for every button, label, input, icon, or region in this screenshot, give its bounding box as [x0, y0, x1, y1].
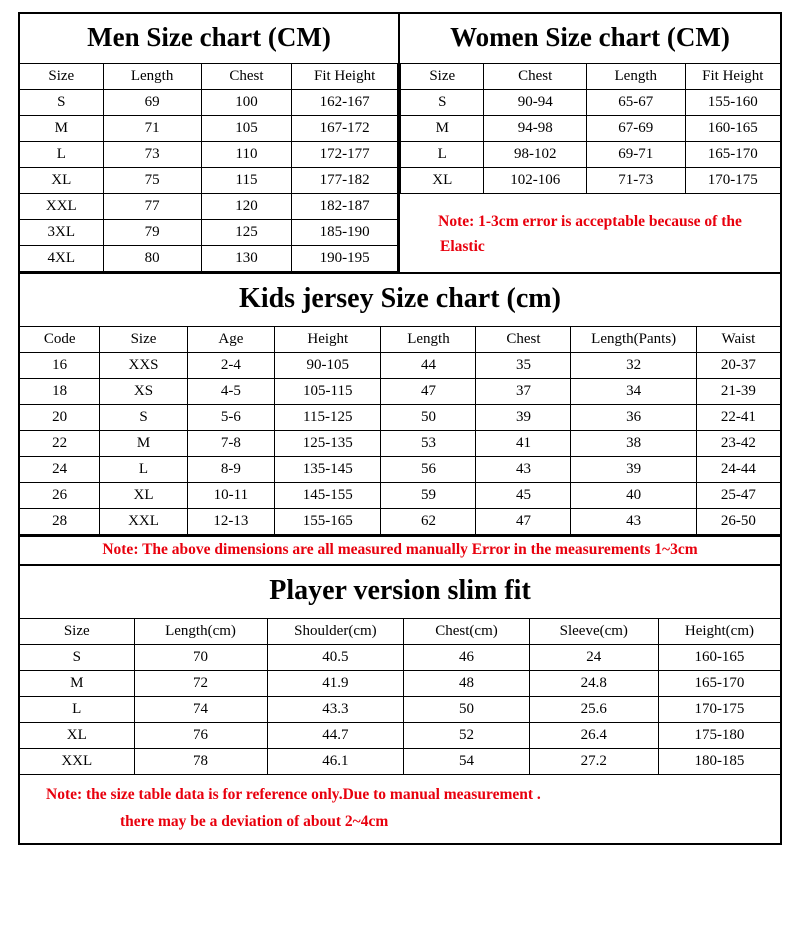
kids-table [20, 326, 780, 535]
cell: XL [401, 168, 484, 194]
player-note-line2: there may be a deviation of about 2~4cm [120, 813, 389, 831]
cell: 72 [134, 671, 267, 697]
cell: XXS [100, 353, 187, 379]
cell: 74 [134, 697, 267, 723]
cell: 190-195 [292, 246, 398, 272]
cell: 90-105 [275, 353, 381, 379]
cell: 25-47 [696, 483, 780, 509]
cell: 26 [20, 483, 100, 509]
kids-col-length-pants: Length(Pants) [571, 327, 696, 353]
cell: 18 [20, 379, 100, 405]
cell: 4XL [20, 246, 103, 272]
player-col-chest: Chest(cm) [404, 619, 529, 645]
men-size-chart [20, 14, 400, 272]
cell: 23-42 [696, 431, 780, 457]
kids-col-waist: Waist [696, 327, 780, 353]
cell: M [20, 116, 103, 142]
table-row [20, 671, 780, 697]
cell: 45 [476, 483, 571, 509]
kids-chart-title: Kids jersey Size chart (cm) [239, 283, 561, 314]
table-row [20, 220, 398, 246]
player-header-row [20, 619, 780, 645]
cell: 110 [201, 142, 292, 168]
table-row [20, 194, 398, 220]
cell: 40.5 [267, 645, 404, 671]
cell: 50 [381, 405, 476, 431]
cell: 160-165 [658, 645, 780, 671]
table-row [20, 645, 780, 671]
cell: 120 [201, 194, 292, 220]
cell: 105 [201, 116, 292, 142]
cell: XL [20, 723, 134, 749]
kids-col-length: Length [381, 327, 476, 353]
cell: 165-170 [685, 142, 780, 168]
women-note-line2: Elastic [440, 237, 485, 255]
cell: 12-13 [187, 509, 274, 535]
cell: 43.3 [267, 697, 404, 723]
cell: 76 [134, 723, 267, 749]
table-row [20, 353, 780, 379]
cell: 10-11 [187, 483, 274, 509]
cell: 38 [571, 431, 696, 457]
cell: 43 [571, 509, 696, 535]
men-col-fit-height: Fit Height [292, 64, 398, 90]
cell: XL [100, 483, 187, 509]
cell: 73 [103, 142, 201, 168]
cell: 78 [134, 749, 267, 775]
table-row [20, 431, 780, 457]
cell: 24-44 [696, 457, 780, 483]
cell: 8-9 [187, 457, 274, 483]
cell: 75 [103, 168, 201, 194]
women-col-size: Size [401, 64, 484, 90]
cell: 182-187 [292, 194, 398, 220]
cell: 22-41 [696, 405, 780, 431]
cell: 3XL [20, 220, 103, 246]
player-table [20, 618, 780, 775]
men-header-row [20, 64, 398, 90]
kids-header-row [20, 327, 780, 353]
player-note-line1: Note: the size table data is for reference only.Due to manual measurement . [46, 786, 541, 803]
chart-frame [18, 12, 782, 845]
cell: L [20, 697, 134, 723]
cell: 47 [476, 509, 571, 535]
table-row [401, 90, 781, 116]
cell: XXL [20, 194, 103, 220]
cell: S [100, 405, 187, 431]
cell: 20-37 [696, 353, 780, 379]
cell: 90-94 [484, 90, 586, 116]
women-note-line1: Note: 1-3cm error is acceptable because of the [438, 213, 742, 230]
cell: 26-50 [696, 509, 780, 535]
cell: 41.9 [267, 671, 404, 697]
cell: 67-69 [586, 116, 685, 142]
cell: L [20, 142, 103, 168]
table-row [20, 379, 780, 405]
women-col-fit-height: Fit Height [685, 64, 780, 90]
men-col-size: Size [20, 64, 103, 90]
cell: 48 [404, 671, 529, 697]
cell: 69 [103, 90, 201, 116]
cell: 155-160 [685, 90, 780, 116]
player-col-sleeve: Sleeve(cm) [529, 619, 658, 645]
cell: 59 [381, 483, 476, 509]
player-col-size: Size [20, 619, 134, 645]
cell: 5-6 [187, 405, 274, 431]
cell: 2-4 [187, 353, 274, 379]
cell: XL [20, 168, 103, 194]
table-row [20, 90, 398, 116]
cell: 175-180 [658, 723, 780, 749]
cell: 130 [201, 246, 292, 272]
cell: 44 [381, 353, 476, 379]
kids-col-chest: Chest [476, 327, 571, 353]
cell: 39 [571, 457, 696, 483]
men-chart-title: Men Size chart (CM) [87, 22, 331, 52]
table-row [401, 142, 781, 168]
cell: 47 [381, 379, 476, 405]
player-col-height: Height(cm) [658, 619, 780, 645]
cell: 102-106 [484, 168, 586, 194]
player-note [20, 775, 780, 843]
cell: S [401, 90, 484, 116]
cell: 20 [20, 405, 100, 431]
cell: 21-39 [696, 379, 780, 405]
cell: 170-175 [658, 697, 780, 723]
cell: 165-170 [658, 671, 780, 697]
table-row [401, 168, 781, 194]
cell: 125 [201, 220, 292, 246]
table-row [20, 405, 780, 431]
cell: 25.6 [529, 697, 658, 723]
women-table [400, 63, 780, 194]
table-row [401, 116, 781, 142]
cell: 24 [529, 645, 658, 671]
cell: 4-5 [187, 379, 274, 405]
cell: XXL [20, 749, 134, 775]
top-section [20, 14, 780, 272]
cell: 37 [476, 379, 571, 405]
table-row [20, 116, 398, 142]
women-chart-title: Women Size chart (CM) [450, 22, 730, 52]
cell: S [20, 90, 103, 116]
cell: 62 [381, 509, 476, 535]
table-row [20, 697, 780, 723]
cell: M [100, 431, 187, 457]
kids-col-size: Size [100, 327, 187, 353]
cell: 115-125 [275, 405, 381, 431]
women-note [400, 194, 780, 270]
cell: 7-8 [187, 431, 274, 457]
cell: 56 [381, 457, 476, 483]
cell: 180-185 [658, 749, 780, 775]
kids-col-code: Code [20, 327, 100, 353]
cell: 28 [20, 509, 100, 535]
table-row [20, 509, 780, 535]
cell: 167-172 [292, 116, 398, 142]
cell: 145-155 [275, 483, 381, 509]
cell: 24.8 [529, 671, 658, 697]
cell: 172-177 [292, 142, 398, 168]
cell: 71-73 [586, 168, 685, 194]
cell: 177-182 [292, 168, 398, 194]
cell: XS [100, 379, 187, 405]
women-col-length: Length [586, 64, 685, 90]
cell: 70 [134, 645, 267, 671]
cell: 32 [571, 353, 696, 379]
table-row [20, 142, 398, 168]
cell: 135-145 [275, 457, 381, 483]
cell: 46 [404, 645, 529, 671]
table-row [20, 749, 780, 775]
player-chart-title: Player version slim fit [269, 575, 531, 606]
cell: 43 [476, 457, 571, 483]
cell: 105-115 [275, 379, 381, 405]
table-row [20, 723, 780, 749]
cell: 50 [404, 697, 529, 723]
women-col-chest: Chest [484, 64, 586, 90]
cell: 98-102 [484, 142, 586, 168]
cell: 77 [103, 194, 201, 220]
cell: S [20, 645, 134, 671]
women-header-row [401, 64, 781, 90]
table-row [20, 168, 398, 194]
table-row [20, 483, 780, 509]
men-col-chest: Chest [201, 64, 292, 90]
men-col-length: Length [103, 64, 201, 90]
cell: 35 [476, 353, 571, 379]
cell: 71 [103, 116, 201, 142]
cell: M [401, 116, 484, 142]
player-col-length: Length(cm) [134, 619, 267, 645]
cell: 170-175 [685, 168, 780, 194]
cell: 22 [20, 431, 100, 457]
cell: L [401, 142, 484, 168]
kids-col-age: Age [187, 327, 274, 353]
cell: 100 [201, 90, 292, 116]
table-row [20, 457, 780, 483]
cell: 46.1 [267, 749, 404, 775]
cell: 39 [476, 405, 571, 431]
cell: 26.4 [529, 723, 658, 749]
cell: 44.7 [267, 723, 404, 749]
cell: 80 [103, 246, 201, 272]
cell: 160-165 [685, 116, 780, 142]
cell: 185-190 [292, 220, 398, 246]
cell: 54 [404, 749, 529, 775]
table-row [20, 246, 398, 272]
kids-col-height: Height [275, 327, 381, 353]
cell: 24 [20, 457, 100, 483]
cell: 94-98 [484, 116, 586, 142]
cell: 115 [201, 168, 292, 194]
cell: 36 [571, 405, 696, 431]
cell: L [100, 457, 187, 483]
kids-size-chart [20, 274, 780, 566]
men-table [20, 63, 398, 272]
cell: 69-71 [586, 142, 685, 168]
cell: 155-165 [275, 509, 381, 535]
cell: 125-135 [275, 431, 381, 457]
cell: XXL [100, 509, 187, 535]
cell: 65-67 [586, 90, 685, 116]
cell: 41 [476, 431, 571, 457]
cell: 53 [381, 431, 476, 457]
player-col-shoulder: Shoulder(cm) [267, 619, 404, 645]
cell: 16 [20, 353, 100, 379]
cell: 27.2 [529, 749, 658, 775]
player-size-chart [20, 566, 780, 843]
cell: 79 [103, 220, 201, 246]
women-size-chart [400, 14, 780, 272]
cell: 40 [571, 483, 696, 509]
kids-note: Note: The above dimensions are all measured manually Error in the measurements 1~3cm [20, 535, 780, 566]
cell: 52 [404, 723, 529, 749]
cell: 34 [571, 379, 696, 405]
cell: M [20, 671, 134, 697]
cell: 162-167 [292, 90, 398, 116]
